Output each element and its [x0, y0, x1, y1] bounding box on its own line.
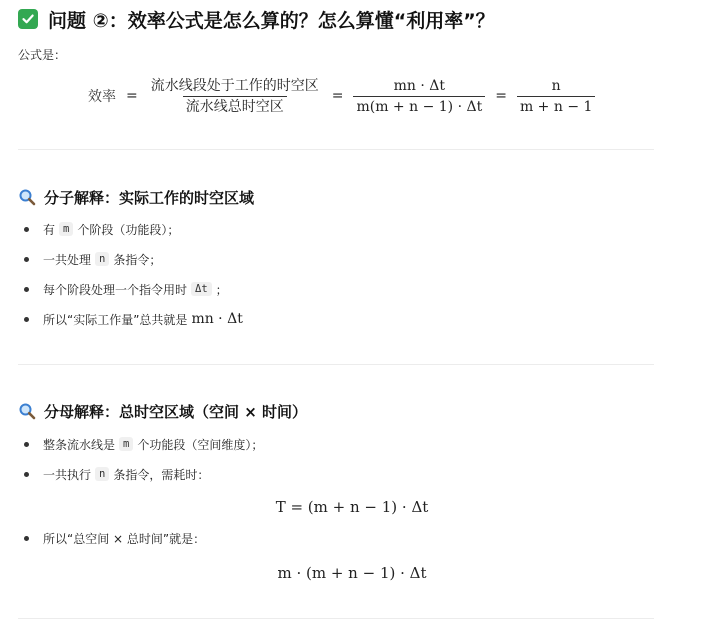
check-box-icon: [18, 9, 38, 29]
fraction-denominator: 流水线总时空区: [183, 96, 287, 114]
section-divider: [18, 618, 654, 619]
list-item-text: ；: [215, 282, 228, 297]
list-item-text: 个功能段（空间维度）；: [137, 437, 264, 452]
bullet-dot: [24, 536, 29, 541]
list-item: [24, 528, 205, 548]
magnifier-icon: [18, 402, 36, 420]
bullet-dot: [24, 227, 29, 232]
formula-label: 公式是：: [18, 48, 67, 62]
bullet-dot: [24, 287, 29, 292]
list-item-text: 一共执行: [43, 467, 92, 482]
fraction-numerator: n: [551, 77, 561, 94]
equals-sign: =: [126, 88, 138, 104]
time-formula: T = (m + n − 1) · Δt: [275, 498, 429, 516]
fraction-denominator: m(m + n − 1) · Δt: [353, 96, 485, 114]
numerator-section-heading: [18, 186, 254, 208]
list-item: [24, 279, 228, 299]
efficiency-formula: [88, 76, 595, 116]
list-item: [24, 219, 179, 239]
list-item-text: 每个阶段处理一个指令用时: [43, 282, 188, 297]
fraction-numerator: mn · Δt: [393, 77, 446, 94]
inline-code: n: [95, 467, 109, 481]
bullet-dot: [24, 472, 29, 477]
list-item-text: 有: [43, 222, 56, 237]
fraction-numerator: 流水线段处于工作的时空区: [150, 77, 319, 94]
inline-code: n: [95, 252, 109, 266]
list-item: [24, 309, 243, 329]
list-item: [24, 434, 263, 454]
numerator-section-title: 分子解释：实际工作的时空区域: [44, 188, 255, 207]
section-divider: [18, 149, 654, 150]
list-item-text: 整条流水线是: [43, 437, 116, 452]
space-time-formula: m · (m + n − 1) · Δt: [277, 564, 427, 582]
list-item-text: 所以“实际工作量”总共就是: [43, 312, 188, 327]
inline-code: Δt: [191, 282, 212, 296]
denominator-section-heading: [18, 400, 307, 422]
equals-sign: =: [495, 88, 507, 104]
equals-sign: =: [331, 88, 344, 104]
fraction-description: [148, 79, 322, 114]
list-item: [24, 464, 209, 484]
question-heading-text: 问题 ②：效率公式是怎么算的？怎么算懂“利用率”？: [48, 9, 495, 32]
formula-lhs: 效率: [88, 89, 116, 105]
bullet-dot: [24, 317, 29, 322]
fraction-denominator: m + n − 1: [517, 96, 595, 114]
fraction-symbolic: [353, 79, 485, 114]
question-heading: [18, 6, 495, 32]
list-item-text: 条指令，需耗时：: [113, 467, 210, 482]
bullet-dot: [24, 442, 29, 447]
bullet-dot: [24, 257, 29, 262]
fraction-simplified: [517, 79, 595, 114]
inline-code: m: [59, 222, 73, 236]
inline-math: mn · Δt: [191, 311, 243, 327]
section-divider: [18, 364, 654, 365]
list-item-text: 条指令；: [113, 252, 162, 267]
list-item-text: 所以“总空间 × 总时间”就是：: [43, 531, 206, 546]
list-item-text: 一共处理: [43, 252, 92, 267]
list-item: [24, 249, 161, 269]
denominator-section-title: 分母解释：总时空区域（空间 × 时间）: [44, 402, 308, 421]
list-item-text: 个阶段（功能段）；: [77, 222, 180, 237]
inline-code: m: [119, 437, 133, 451]
magnifier-icon: [18, 188, 36, 206]
